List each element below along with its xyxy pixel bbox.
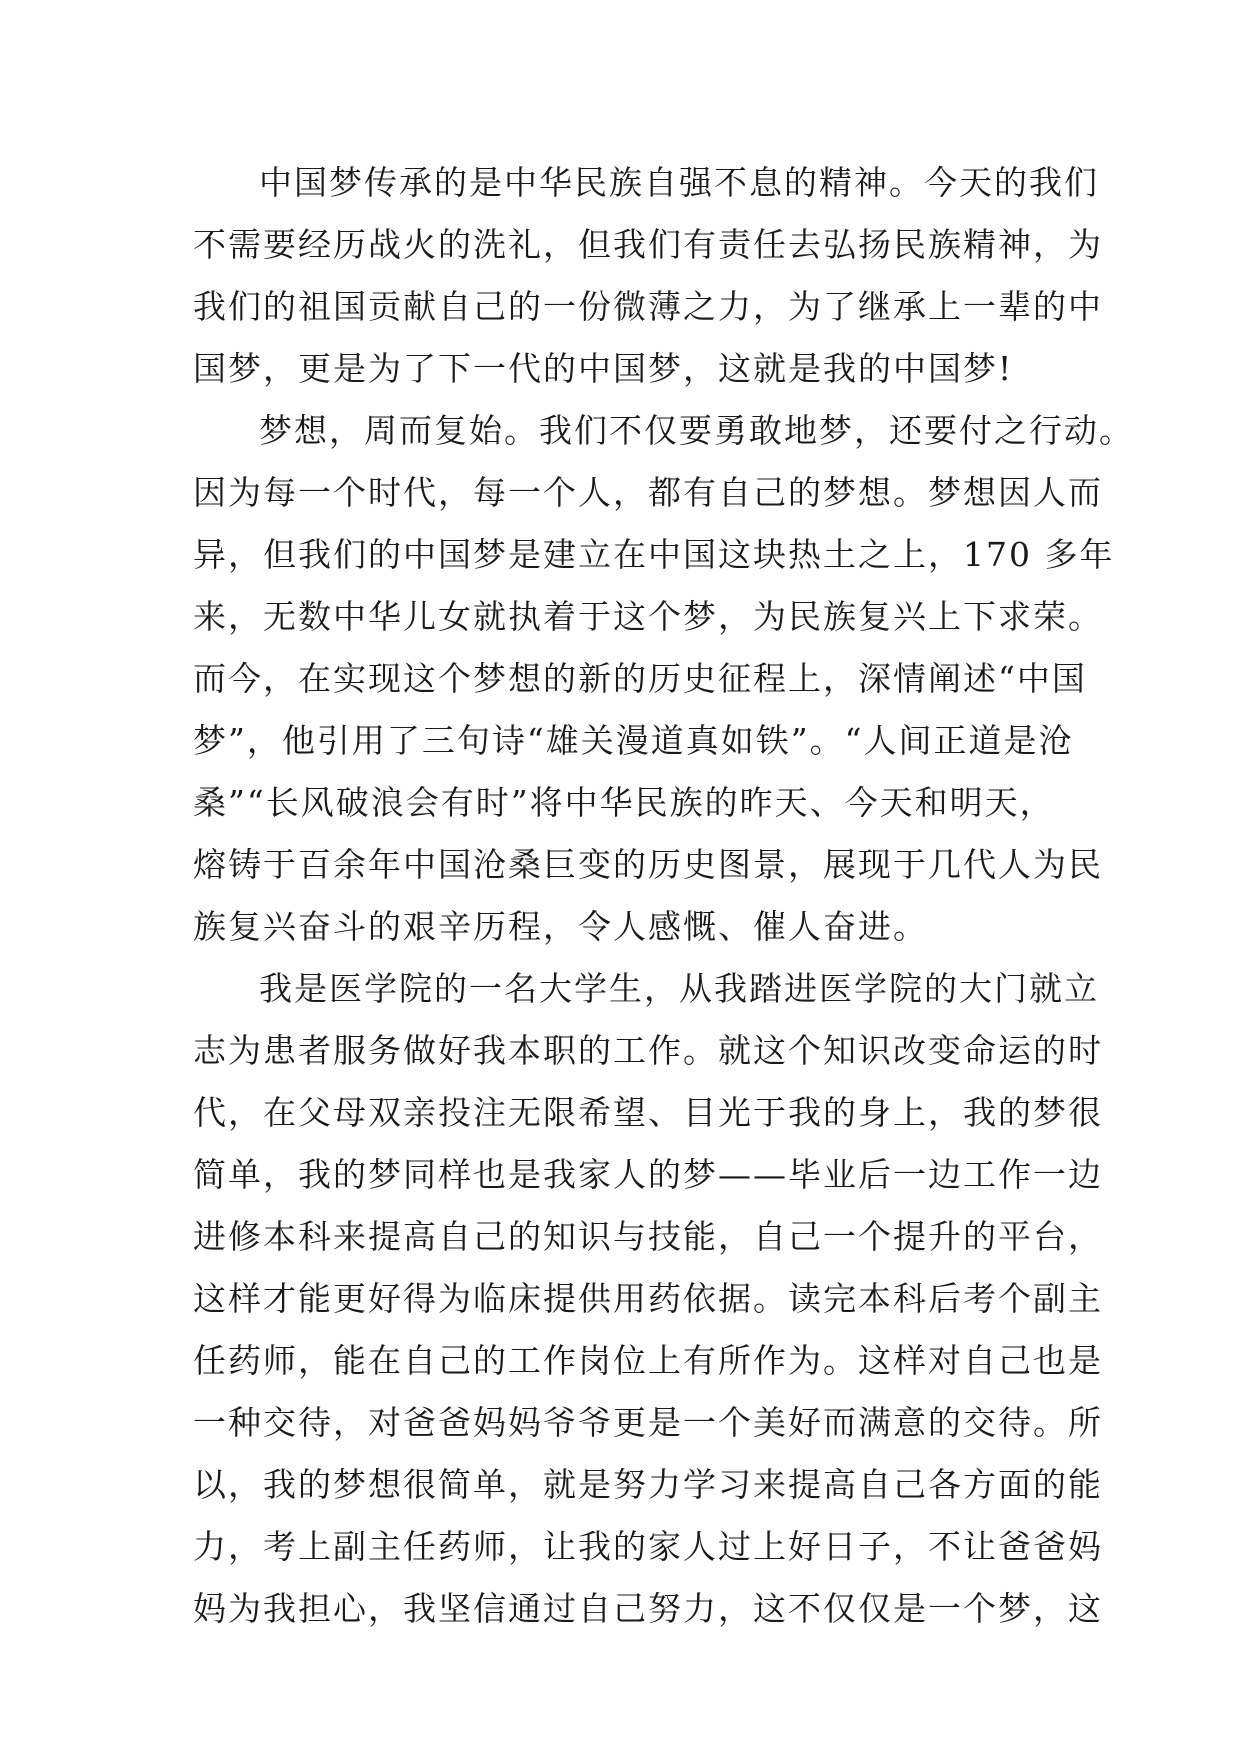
text-line: 妈为我担心，我坚信通过自己努力，这不仅仅是一个梦，这 <box>193 1589 1103 1628</box>
text-line: 中国梦传承的是中华民族自强不息的精神。今天的我们 <box>259 163 1099 202</box>
text-line: 力，考上副主任药师，让我的家人过上好日子，不让爸爸妈 <box>193 1527 1103 1566</box>
text-line: 简单，我的梦同样也是我家人的梦——毕业后一边工作一边 <box>193 1155 1103 1194</box>
text-line: 来，无数中华儿女就执着于这个梦，为民族复兴上下求荣。 <box>193 597 1103 636</box>
text-line: 任药师，能在自己的工作岗位上有所作为。这样对自己也是 <box>193 1341 1103 1380</box>
text-line: 族复兴奋斗的艰辛历程，令人感慨、催人奋进。 <box>193 907 928 946</box>
paragraph <box>193 152 1103 400</box>
text-line: 这样才能更好得为临床提供用药依据。读完本科后考个副主 <box>193 1279 1103 1318</box>
text-line: 桑”“长风破浪会有时”将中华民族的昨天、今天和明天， <box>193 783 1055 822</box>
text-line: 我是医学院的一名大学生，从我踏进医学院的大门就立 <box>259 969 1099 1008</box>
text-line: 不需要经历战火的洗礼，但我们有责任去弘扬民族精神，为 <box>193 225 1103 264</box>
text-line: 进修本科来提高自己的知识与技能，自己一个提升的平台， <box>193 1217 1103 1256</box>
text-line: 国梦，更是为了下一代的中国梦，这就是我的中国梦! <box>193 349 1014 388</box>
text-line: 异，但我们的中国梦是建立在中国这块热土之上，170 多年 <box>193 535 1115 574</box>
text-line: 我们的祖国贡献自己的一份微薄之力，为了继承上一辈的中 <box>193 287 1103 326</box>
text-line: 梦”，他引用了三句诗“雄关漫道真如铁”。“人间正道是沧 <box>193 721 1074 760</box>
text-line: 因为每一个时代，每一个人，都有自己的梦想。梦想因人而 <box>193 473 1103 512</box>
text-line: 代，在父母双亲投注无限希望、目光于我的身上，我的梦很 <box>193 1093 1103 1132</box>
text-line: 梦想，周而复始。我们不仅要勇敢地梦，还要付之行动。 <box>259 411 1134 450</box>
text-line: 一种交待，对爸爸妈妈爷爷更是一个美好而满意的交待。所 <box>193 1403 1103 1442</box>
document-body <box>193 152 1134 1640</box>
text-line: 志为患者服务做好我本职的工作。就这个知识改变命运的时 <box>193 1031 1103 1070</box>
text-line: 以，我的梦想很简单，就是努力学习来提高自己各方面的能 <box>193 1465 1103 1504</box>
paragraph <box>193 400 1134 958</box>
text-line: 而今，在实现这个梦想的新的历史征程上，深情阐述“中国 <box>193 659 1087 698</box>
text-line: 熔铸于百余年中国沧桑巨变的历史图景，展现于几代人为民 <box>193 845 1103 884</box>
paragraph <box>193 958 1103 1640</box>
